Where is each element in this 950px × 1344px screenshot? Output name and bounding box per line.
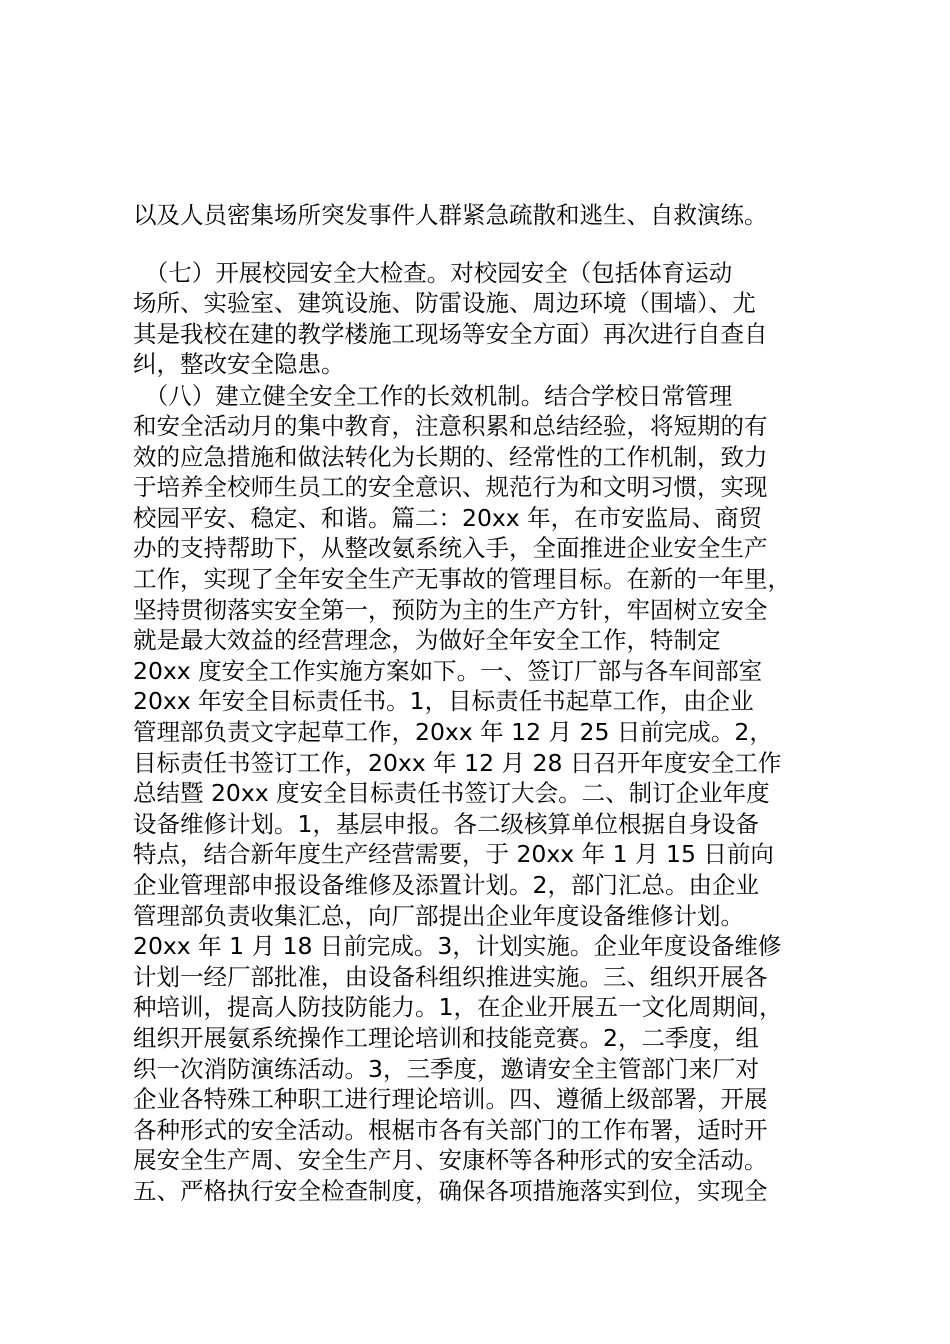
section-seven-paragraph: （七）开展校园安全大检查。对校园安全（包括体育运动 场所、实验室、建筑设施、防雷设施、周边环境（围墙）、尤 其是我校在建的教学楼施工现场等安全方面）再次进行自查自 纠，整改安全隐患。 [133, 258, 768, 379]
section-eight-paragraph: （八）建立健全安全工作的长效机制。结合学校日常管理 和安全活动月的集中教育，注意积累和总结经验，将短期的有 效的应急措施和做法转化为长期的、经常性的工作机制，致力 于培养全校师生员工的安全意识、规范行为和文明习惯，实现 校园平安、稳定、和谐。篇二：20xx 年，在市安监局、商贸 办的支持帮助下，从整改氨系统入手，全面推进企业安全生产 工作，实现了全年安全生产无事故的管理目标。在新的一年里， 坚持贯彻落实安全第一，预防为主的生产方针，牢固树立安全 就是最大效益的经营理念，为做好全年安全工作，特制定 20xx 度安全工作实施方案如下。一、签订厂部与各车间部室 20xx 年安全目标责任书。1，目标责任书起草工作，由企业 管理部负责文字起草工作，20xx 年 12 月 25 日前完成。2， 目标责任书签订工作，20xx 年 12 月 28 日召开年度安全工作 总结暨 20xx 度安全目标责任书签订大会。二、制订企业年度 设备维修计划。1，基层申报。各二级核算单位根据自身设备 特点，结合新年度生产经营需要，于 20xx 年 1 月 15 日前向 企业管理部申报设备维修及添置计划。2，部门汇总。由企业 管理部负责收集汇总，向厂部提出企业年度设备维修计划。 20xx 年 1 月 18 日前完成。3，计划实施。企业年度设备维修 计划一经厂部批准，由设备科组织推进实施。三、组织开展各 种培训，提高人防技防能力。1，在企业开展五一文化周期间， 组织开展氨系统操作工理论培训和技能竞赛。2，二季度，组 织一次消防演练活动。3，三季度，邀请安全主管部门来厂对 企业各特殊工种职工进行理论培训。四、遵循上级部署，开展 各种形式的安全活动。根椐市各有关部门的工作布署，适时开 展安全生产周、安全生产月、安康杯等各种形式的安全活动。 五、严格执行安全检查制度，确保各项措施落实到位，实现全 [133, 381, 791, 1205]
intro-line: 以及人员密集场所突发事件人群紧急疏散和逃生、自救演练。 [133, 200, 768, 229]
